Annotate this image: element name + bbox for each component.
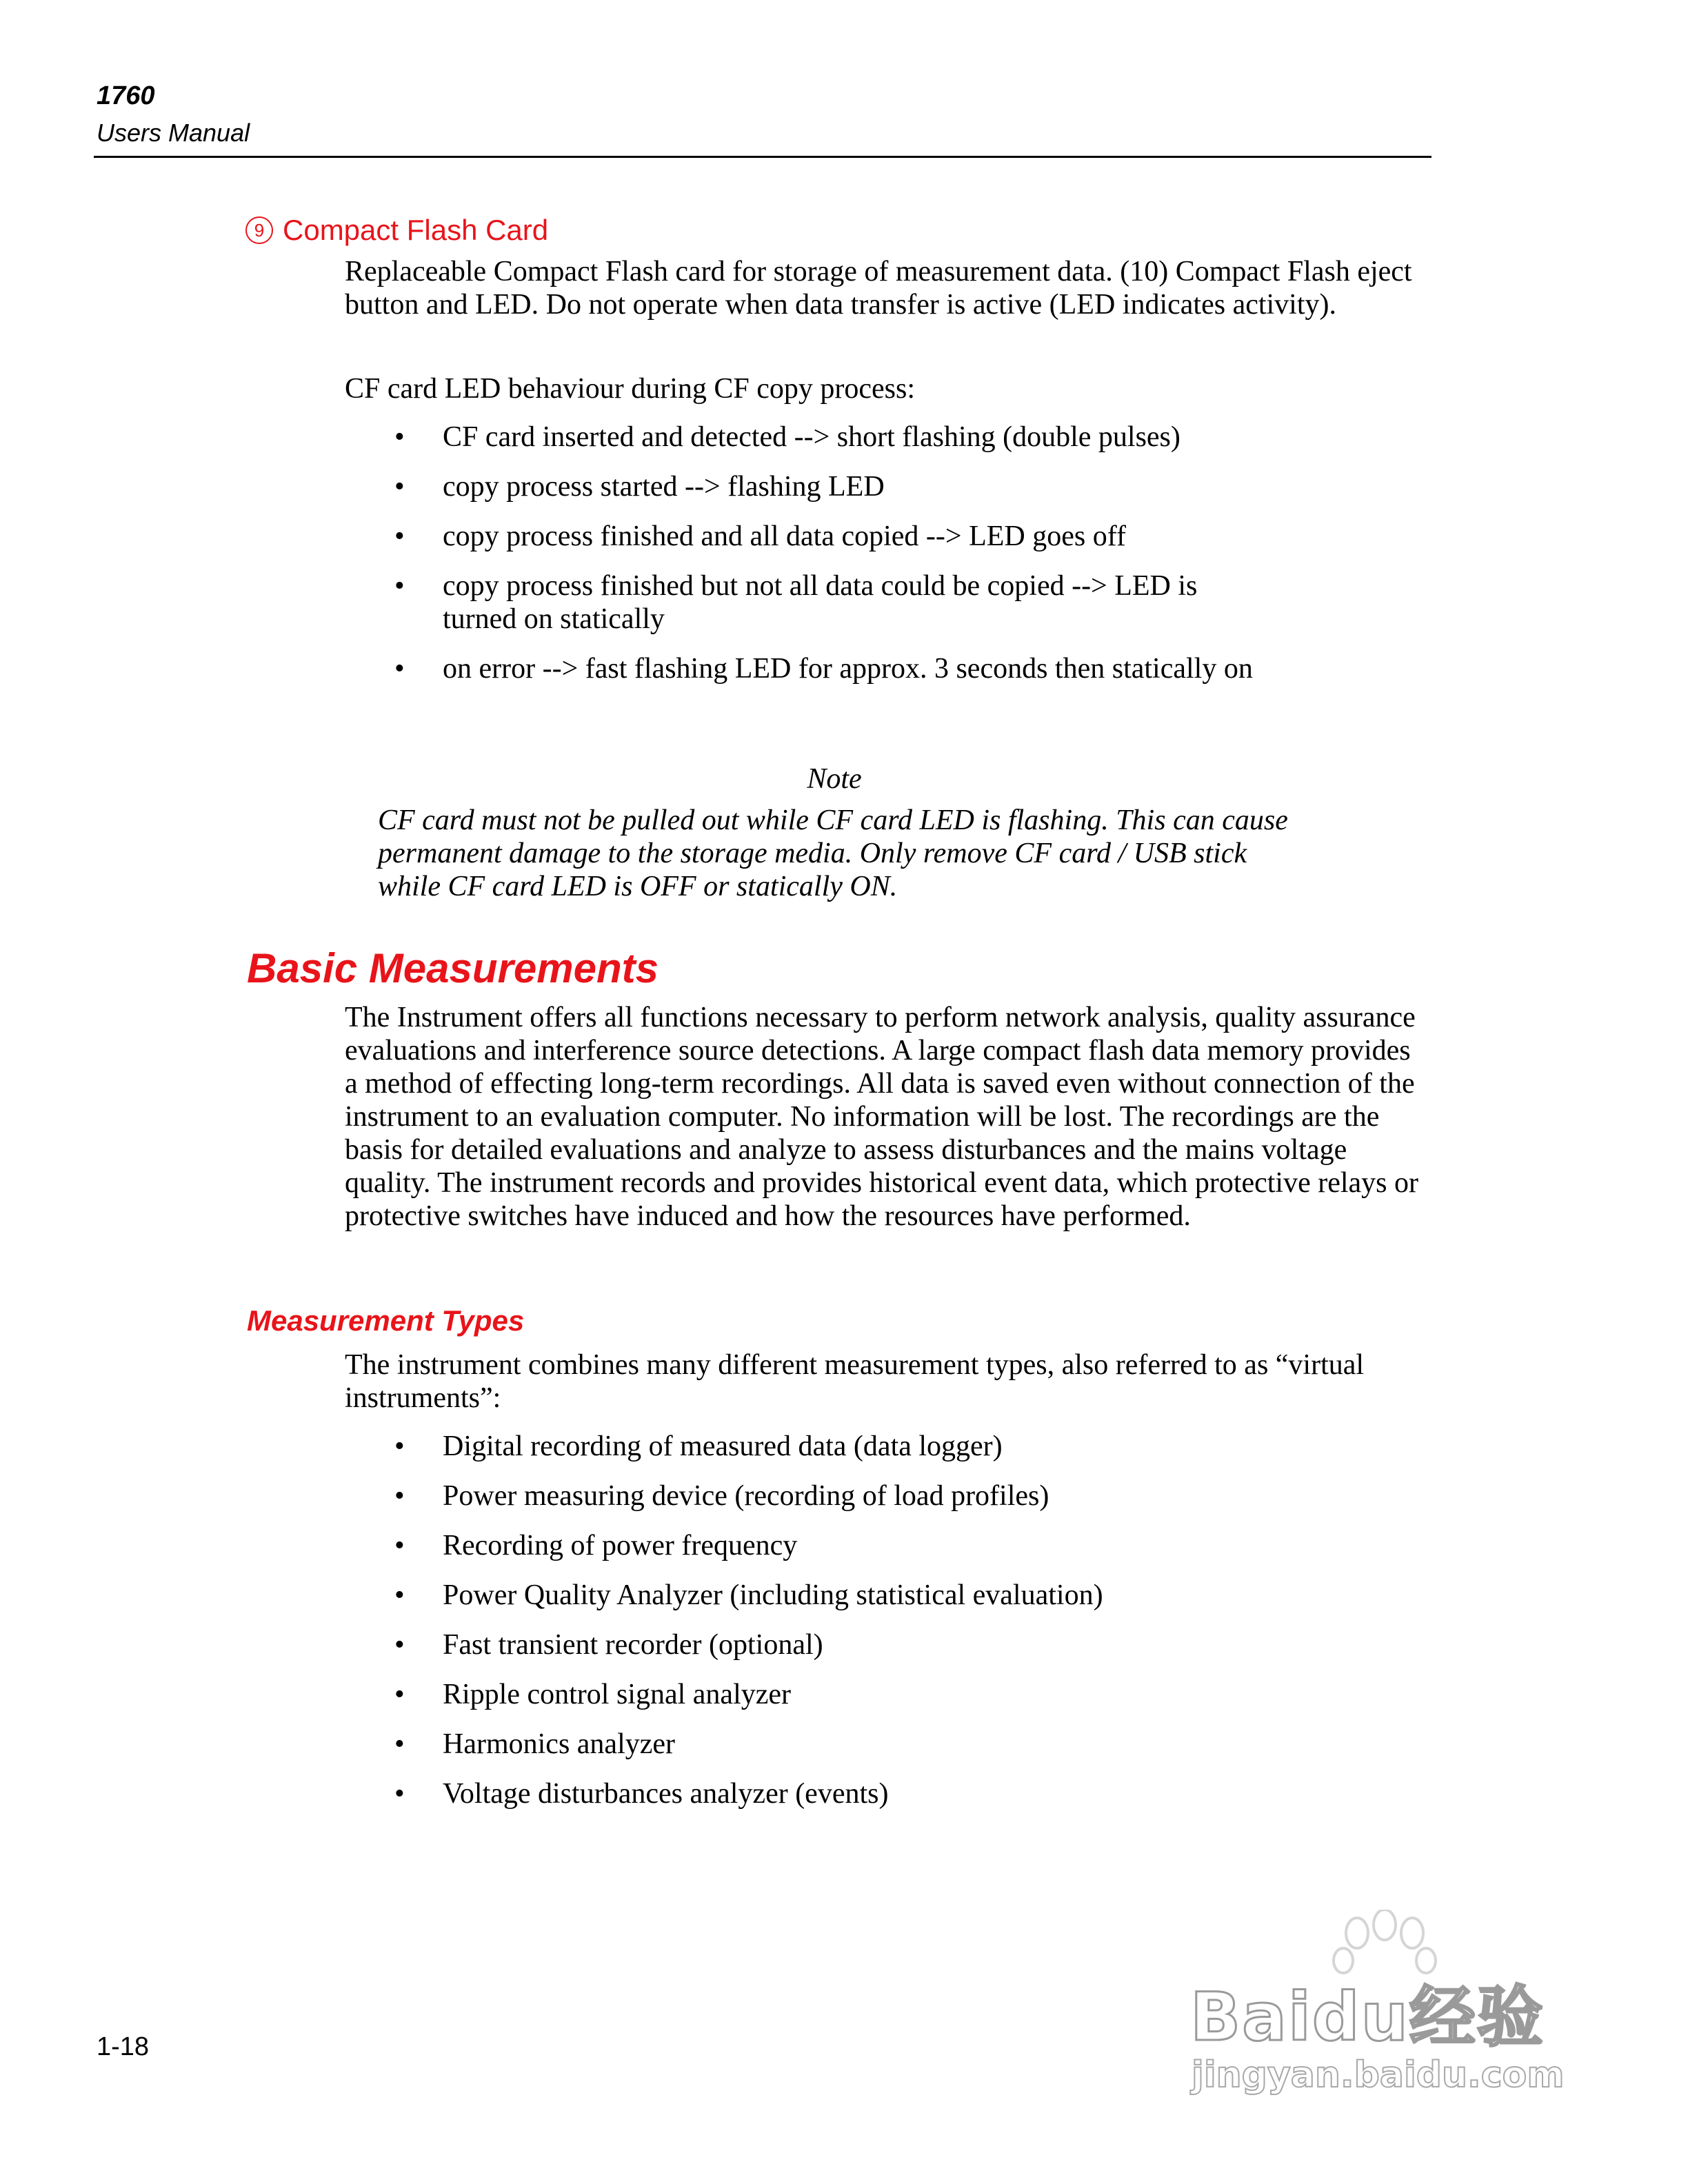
list-item: • on error --> fast flashing LED for approx. 3 seconds then statically on: [394, 653, 1253, 685]
bullet-icon: •: [394, 471, 405, 503]
note-text: CF card must not be pulled out while CF card LED is flashing. This can cause permanent damage to the storage media. Only remove CF card / USB stick while CF card LED is OFF or statically ON.: [378, 805, 1288, 902]
list-item: • Power Quality Analyzer (including statistical evaluation): [394, 1579, 1103, 1611]
watermark-url: jingyan.baidu.com: [1192, 2054, 1565, 2096]
header-model: 1760: [97, 81, 155, 110]
compact-flash-title: Compact Flash Card: [283, 214, 549, 246]
list-item: • copy process finished but not all data could be copied --> LED is turned on statically: [394, 570, 1198, 635]
compact-flash-description: Replaceable Compact Flash card for storage of measurement data. (10) Compact Flash eject button and LED. Do not operate when data transfer is active (LED indicates activity).: [345, 256, 1412, 321]
bullet-icon: •: [394, 1679, 405, 1710]
note-title: Note: [807, 763, 862, 795]
header-divider: [94, 156, 1431, 158]
bullet-icon: •: [394, 1430, 405, 1462]
bullet-icon: •: [394, 1728, 405, 1760]
bullet-icon: •: [394, 1480, 405, 1512]
bullet-icon: •: [394, 653, 405, 685]
basic-measurements-body: The Instrument offers all functions necessary to perform network analysis, quality assurance evaluations and interference source detections. A large compact flash data memory provides a method of effecting long-term recordings. All data is saved even without connection of the instrument to an evaluation computer. No information will be lost. The recordings are the basis for detailed evaluations and analyze to assess disturbances and the mains voltage quality. The instrument records and provides historical event data, which protective relays or protective switches have induced and how the resources have performed.: [345, 1002, 1419, 1232]
list-item: • copy process started --> flashing LED: [394, 471, 885, 503]
page-number: 1-18: [97, 2032, 150, 2061]
list-item: • Harmonics analyzer: [394, 1728, 676, 1760]
bullet-icon: •: [394, 1530, 405, 1561]
bullet-icon: •: [394, 1579, 405, 1611]
bullet-icon: •: [394, 570, 405, 602]
bullet-icon: •: [394, 520, 405, 552]
led-intro: CF card LED behaviour during CF copy process:: [345, 373, 916, 405]
list-item: • copy process finished and all data copied --> LED goes off: [394, 520, 1126, 552]
measurement-types-list: [345, 1430, 1420, 1810]
measurement-types-heading: Measurement Types: [247, 1304, 525, 1337]
list-item: • CF card inserted and detected --> short flashing (double pulses): [394, 421, 1180, 453]
bullet-icon: •: [394, 421, 405, 453]
basic-measurements-heading: Basic Measurements: [247, 945, 659, 991]
list-item: • Voltage disturbances analyzer (events): [394, 1778, 889, 1810]
list-item: • Fast transient recorder (optional): [394, 1629, 823, 1661]
watermark-brand: Baidu经验: [1190, 1979, 1545, 2056]
measurement-types-intro: The instrument combines many different measurement types, also referred to as “virtual instruments”:: [345, 1349, 1365, 1414]
bullet-icon: •: [394, 1629, 405, 1661]
compact-flash-heading: [245, 214, 548, 247]
list-item: • Recording of power frequency: [394, 1530, 798, 1561]
callout-number-badge: 9: [245, 216, 273, 244]
list-item: • Digital recording of measured data (data logger): [394, 1430, 1003, 1462]
list-item: • Ripple control signal analyzer: [394, 1679, 792, 1710]
header-subtitle: Users Manual: [97, 119, 250, 147]
led-behaviour-list: [345, 421, 1420, 685]
bullet-icon: •: [394, 1778, 405, 1810]
list-item: • Power measuring device (recording of load profiles): [394, 1480, 1049, 1512]
